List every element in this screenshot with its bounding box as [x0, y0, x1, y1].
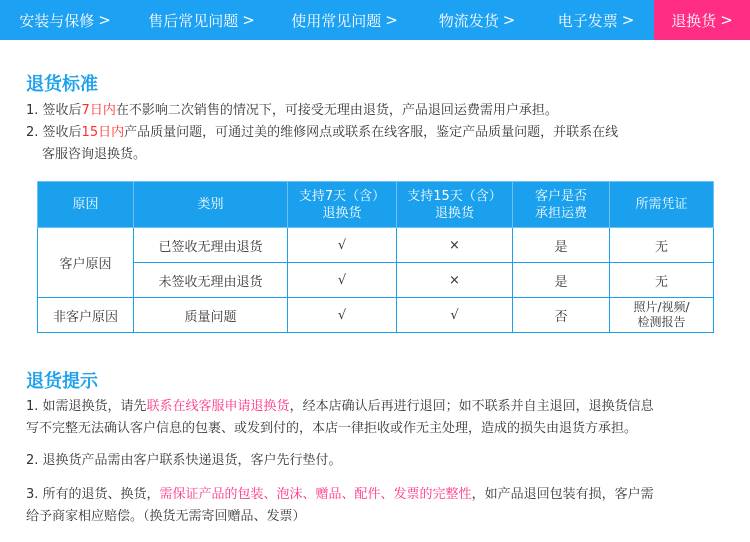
item-text: 产品质量问题，可通过美的维修网点或联系在线客服，鉴定产品质量问题，并联系在线 — [124, 125, 619, 140]
header-line: 支持7天（含） — [298, 188, 386, 204]
tab-logistics[interactable] — [416, 0, 538, 40]
cell-7day: √ — [288, 228, 397, 263]
return-tips-title: 退货提示 — [26, 371, 98, 392]
cell-category: 已签收无理由退货 — [134, 228, 288, 263]
contact-service-link[interactable]: 联系在线客服申请退换货 — [146, 399, 290, 414]
item-text: 在不影响二次销售的情况下，可接受无理由退货，产品退回运费需用户承担。 — [115, 103, 558, 118]
item-text: 1. 签收后 — [26, 103, 82, 118]
return-standard-title: 退货标准 — [26, 74, 98, 95]
table-row — [38, 298, 714, 333]
nav-tabbar — [0, 0, 750, 40]
tip-3 — [26, 485, 654, 505]
header-reason: 原因 — [38, 182, 134, 228]
highlight-integrity: 需保证产品的包装、泡沫、赠品、配件、发票的完整性 — [159, 487, 472, 502]
tab-aftersales-faq[interactable] — [130, 0, 273, 40]
header-line: 支持15天（含） — [407, 188, 502, 204]
proof-line: 照片/视频/ — [633, 300, 690, 314]
header-freight — [513, 182, 610, 228]
cell-proof — [610, 298, 714, 333]
cell-reason: 非客户原因 — [38, 298, 134, 333]
chevron-right-icon: > — [385, 11, 398, 29]
highlight-period: 15日内 — [81, 125, 125, 140]
cell-reason: 客户原因 — [38, 228, 134, 298]
tab-return-exchange[interactable] — [654, 0, 750, 40]
tip-text: 3. 所有的退货、换货， — [26, 487, 160, 502]
tip-2: 2. 退换货产品需由客户联系快递退货，客户先行垫付。 — [26, 453, 342, 468]
standard-item-2-cont: 客服咨询退换货。 — [42, 147, 147, 162]
header-line: 退换货 — [322, 205, 362, 221]
tip-text: ，如产品退回包装有损，客户需 — [471, 487, 654, 502]
cell-15day: √ — [397, 298, 513, 333]
table-header-row — [38, 182, 714, 228]
tab-install-warranty[interactable] — [0, 0, 130, 40]
tab-label: 物流发货 — [438, 11, 499, 30]
header-line: 退换货 — [434, 205, 474, 221]
tab-usage-faq[interactable] — [273, 0, 416, 40]
cell-freight: 是 — [513, 228, 610, 263]
cell-7day: √ — [288, 298, 397, 333]
tip-text: 1. 如需退换货，请先 — [26, 399, 147, 414]
tip-1-cont: 写不完整无法确认客户信息的包裹、或发到付的，本店一律拒收或作无主处理，造成的损失由退货方承担。 — [26, 421, 638, 436]
tab-label: 安装与保修 — [19, 11, 95, 30]
header-proof: 所需凭证 — [610, 182, 714, 228]
chevron-right-icon: > — [98, 11, 111, 29]
cell-freight: 是 — [513, 263, 610, 298]
proof-line: 检测报告 — [637, 315, 686, 329]
tab-label: 电子发票 — [557, 11, 618, 30]
cell-15day: × — [397, 228, 513, 263]
tip-3-cont: 给予商家相应赔偿。（换货无需寄回赠品、发票） — [26, 509, 306, 524]
tab-label: 使用常见问题 — [291, 11, 382, 30]
cell-category: 质量问题 — [134, 298, 288, 333]
header-15day — [397, 182, 513, 228]
chevron-right-icon: > — [502, 11, 516, 29]
cell-7day: √ — [288, 263, 397, 298]
table-row — [38, 228, 714, 263]
cell-category: 未签收无理由退货 — [134, 263, 288, 298]
tip-text: ，经本店确认后再进行退回；如不联系并自主退回，退换货信息 — [289, 399, 654, 414]
table-row — [38, 263, 714, 298]
tip-1 — [26, 397, 654, 417]
tab-label: 售后常见问题 — [148, 11, 239, 30]
chevron-right-icon: > — [720, 11, 733, 29]
standard-item-2 — [26, 123, 618, 143]
cell-proof: 无 — [610, 263, 714, 298]
chevron-right-icon: > — [242, 11, 255, 29]
highlight-period: 7日内 — [81, 103, 116, 118]
cell-freight: 否 — [513, 298, 610, 333]
header-7day — [288, 182, 397, 228]
tab-label: 退换货 — [671, 11, 717, 30]
return-policy-table — [37, 181, 714, 333]
chevron-right-icon: > — [621, 11, 635, 29]
header-category: 类别 — [134, 182, 288, 228]
cell-15day: × — [397, 263, 513, 298]
cell-proof: 无 — [610, 228, 714, 263]
tab-e-invoice[interactable] — [538, 0, 654, 40]
standard-item-1 — [26, 101, 558, 121]
header-line: 客户是否 — [534, 188, 587, 204]
item-text: 2. 签收后 — [26, 125, 82, 140]
header-line: 承担运费 — [534, 205, 587, 221]
